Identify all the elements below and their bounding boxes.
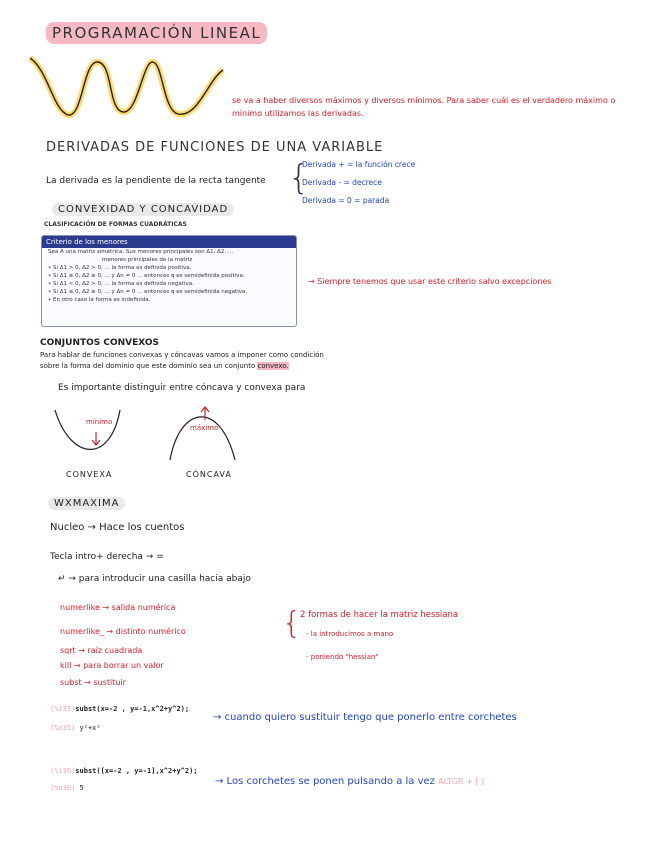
brace: { xyxy=(282,606,302,641)
red-list-item: subst → sustituir xyxy=(60,678,126,687)
convex-curve xyxy=(55,410,120,449)
conjuntos-heading: CONJUNTOS CONVEXOS xyxy=(40,338,160,348)
brace-item: Derivada + = la función crece xyxy=(302,160,416,169)
brace-item: Derivada - = decrece xyxy=(302,178,382,187)
maximo-label: máximo xyxy=(190,424,219,432)
concava-label: CÓNCAVA xyxy=(186,470,232,479)
brace: { xyxy=(288,158,310,198)
box-title: Criterio de los menores xyxy=(42,236,296,248)
convexidad-heading: CONVEXIDAD Y CONCAVIDAD xyxy=(52,204,234,215)
criterio-box xyxy=(41,235,297,327)
wx-line: Nucleo → Hace los cuentos xyxy=(50,522,185,533)
red-list-item: numerlike → salida numérica xyxy=(60,603,176,612)
code-output: (%o35) y²+x² xyxy=(50,724,101,732)
wx-line: Tecla intro+ derecha → = xyxy=(50,552,164,562)
wave-note: se va a haber diversos máximos y diversos mínimos. Para saber cuál es el verdadero máximo o mínimo utilizamos las derivadas. xyxy=(232,96,616,118)
clasificacion-subheading: CLASIFICACIÓN DE FORMAS CUADRÁTICAS xyxy=(44,221,187,228)
red-list-item: numerlike_ → distinto numérico xyxy=(60,627,186,636)
red-list-item: kill → para borrar un valor xyxy=(60,661,164,670)
wxmaxima-heading: WXMAXIMA xyxy=(48,498,125,509)
code-input: (%i36)subst([x=-2 , y=-1],x^2+y^2); xyxy=(50,767,198,775)
distinguish-note: Es importante distinguir entre cóncava y convexa para xyxy=(58,383,306,393)
box-line: • Si Δ1 ≥ 0, Δ2 ≥ 0, ... y Δn = 0 ... entonces q es semidefinida positiva. xyxy=(48,273,245,279)
convex-concave-sketch xyxy=(50,400,260,470)
hessiana-item: - la introducimos a mano xyxy=(306,630,394,638)
box-line: menores principales de la matriz xyxy=(102,257,193,263)
subst-note: → cuando quiero sustituir tengo que ponerlo entre corchetes xyxy=(213,712,517,723)
wx-line: ↵ → para introducir una casilla hacia abajo xyxy=(58,574,251,584)
corchetes-note: → Los corchetes se ponen pulsando a la vez ALTGR + [ ] xyxy=(215,776,485,787)
derivada-definition: La derivada es la pendiente de la recta tangente xyxy=(46,176,266,186)
criterio-note: → Siempre tenemos que usar este criterio salvo excepciones xyxy=(308,277,552,286)
page-title: PROGRAMACIÓN LINEAL xyxy=(46,24,267,42)
derivadas-heading: DERIVADAS DE FUNCIONES DE UNA VARIABLE xyxy=(46,140,384,155)
box-line: • Si Δ1 > 0, Δ2 > 0, ... la forma es definida positiva. xyxy=(48,265,192,271)
brace-item: Derivada = 0 = parada xyxy=(302,196,390,205)
box-line: • Si Δ1 ≤ 0, Δ2 ≥ 0, ... y Δn = 0 ... entonces q es semidefinida negativa. xyxy=(48,289,248,295)
box-line: Sea A una matriz simétrica. Sus menores principales son Δ1, Δ2, ... xyxy=(48,249,234,255)
code-output: (%o36) 5 xyxy=(50,784,84,792)
box-line: • Si Δ1 < 0, Δ2 > 0, ... la forma es definida negativa. xyxy=(48,281,194,287)
conjuntos-text: Para hablar de funciones convexas y cóncavas vamos a imponer como condición xyxy=(40,351,324,359)
code-input: (%i35)subst(x=-2 , y=-1,x^2+y^2); xyxy=(50,705,190,713)
box-line: • En otro caso la forma es indefinida. xyxy=(48,297,151,303)
wave-sketch xyxy=(28,50,228,128)
minimo-label: mínimo xyxy=(86,418,113,426)
conjuntos-text: sobre la forma del dominio que este dominio sea un conjunto convexo. xyxy=(40,362,289,370)
hessiana-heading: 2 formas de hacer la matriz hessiana xyxy=(300,610,459,620)
convexa-label: CONVEXA xyxy=(66,470,113,479)
hessiana-item: - poniendo "hessian" xyxy=(306,653,379,661)
red-list-item: sqrt → raíz cuadrada xyxy=(60,646,143,655)
